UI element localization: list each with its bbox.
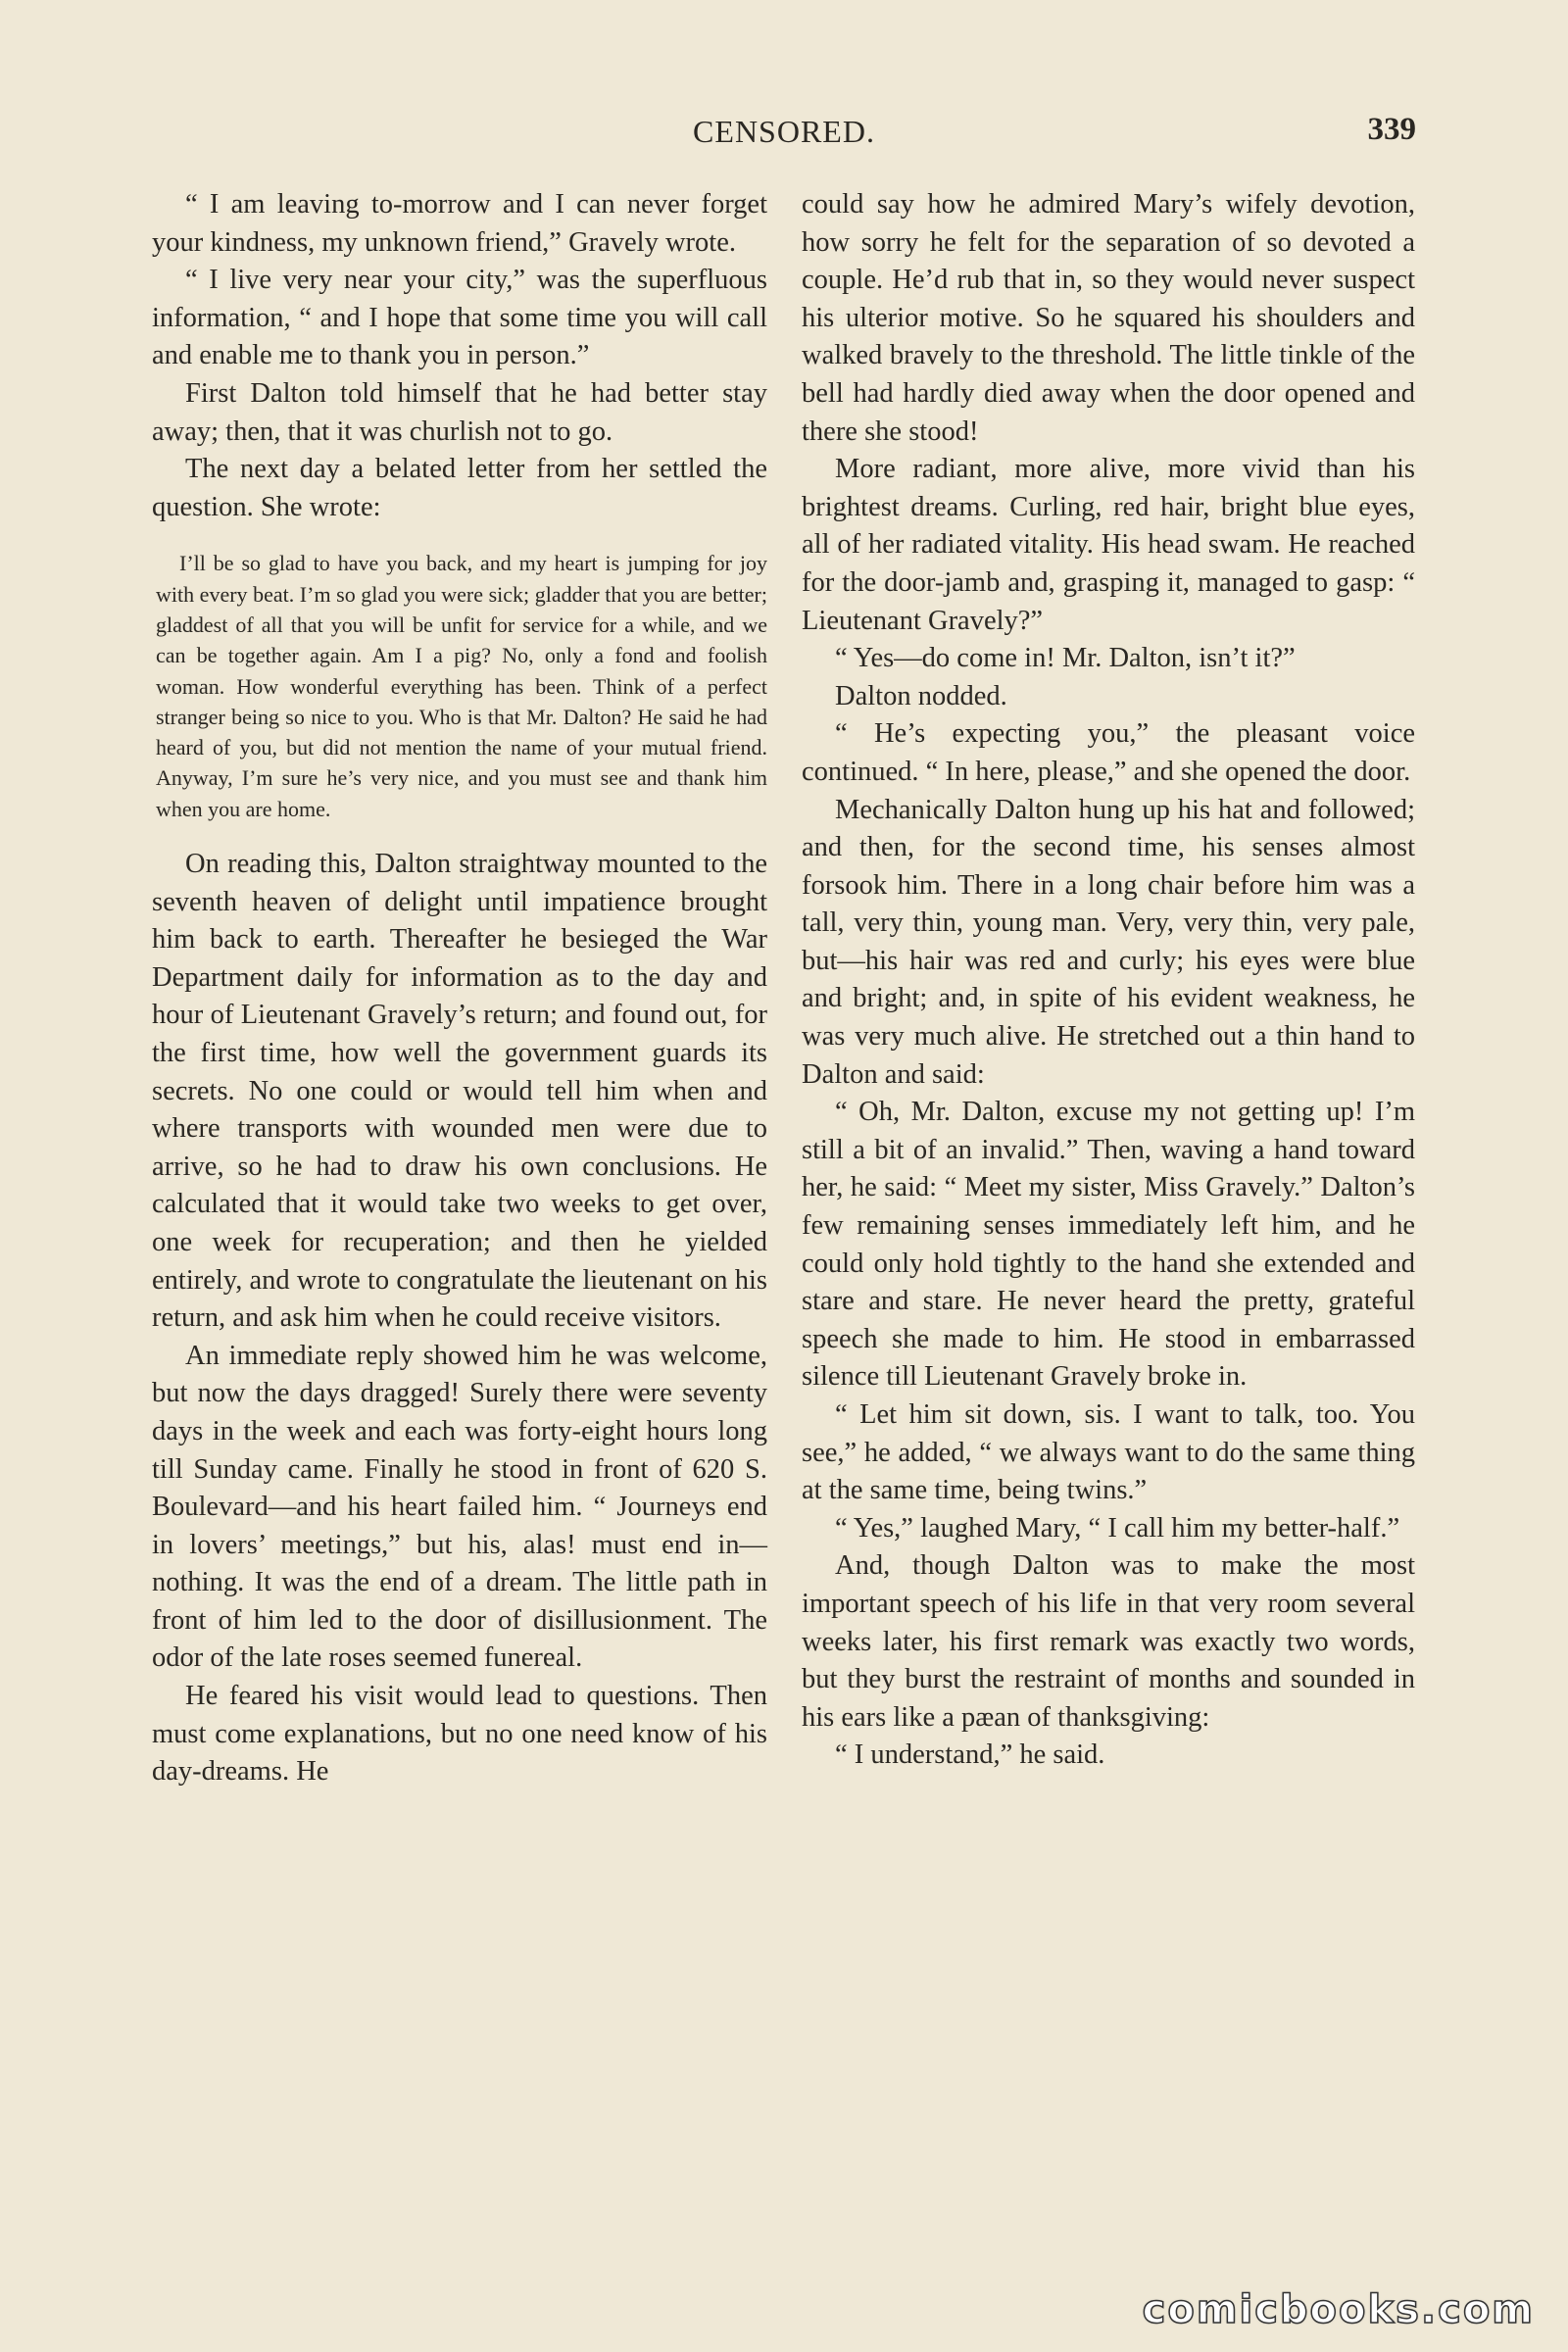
paragraph: “ Yes,” laughed Mary, “ I call him my better-half.” — [835, 1512, 1400, 1544]
paragraph: The next day a belated letter from her settled the question. She wrote: — [152, 454, 767, 522]
paragraph: Dalton nodded. — [835, 680, 1007, 711]
paragraph: “ I am leaving to-morrow and I can never forget your kindness, my unknown friend,” Gravely wrote. — [152, 189, 767, 258]
paragraph: On reading this, Dalton straightway mounted to the seventh heaven of delight until impatience brought him back to earth. Thereafter he besieged the War Department daily for information as to the day and hour of Lieutenant Gravely’s return; and found out, for the first time, how well the government guards its secrets. No one could or would tell him when and where transports with wounded men were due to arrive, so he had to draw his own conclusions. He calculated that it would take two weeks to get over, one week for recuperation; and then he yielded entirely, and wrote to congratulate the lieutenant on his return, and ask him when he could receive visitors. — [152, 849, 767, 1334]
left-column — [152, 186, 767, 1791]
paragraph: An immediate reply showed him he was welcome, but now the days dragged! Surely there were seventy days in the week and each was forty-eight hours long till Sunday came. Finally he stood in front of 620 S. Boulevard—and his heart failed him. “ Journeys end in lovers’ meetings,” but his, alas! must end in—nothing. It was the end of a dream. The little path in front of him led to the door of disillusionment. The odor of the late roses seemed funereal. — [152, 1340, 767, 1674]
page-header — [152, 110, 1416, 159]
paragraph: He feared his visit would lead to questions. Then must come explanations, but no one need know of his day-dreams. He — [152, 1681, 767, 1788]
watermark: comicbooks.com — [1142, 2287, 1535, 2332]
right-column — [802, 186, 1415, 1775]
paragraph: “ He’s expecting you,” the pleasant voice continued. “ In here, please,” and she opened the door. — [802, 718, 1415, 787]
paragraph: could say how he admired Mary’s wifely devotion, how sorry he felt for the separation of so devoted a couple. He’d rub that in, so they would never suspect his ulterior motive. So he squared his shoulders and walked bravely to the threshold. The little tinkle of the bell had hardly died away when the door opened and there she stood! — [802, 189, 1415, 447]
running-title: CENSORED. — [693, 114, 875, 149]
paragraph: “ Oh, Mr. Dalton, excuse my not getting up! I’m still a bit of an invalid.” Then, waving a hand toward her, he said: “ Meet my sister, Miss Gravely.” Dalton’s few remaining senses immediately left him, and he could only hold tightly to the hand she extended and stare and stare. He never heard the pretty, grateful speech she made to him. He stood in embarrassed silence till Lieutenant Gravely broke in. — [802, 1097, 1415, 1393]
paragraph: More radiant, more alive, more vivid than his brightest dreams. Curling, red hair, bright blue eyes, all of her radiated vitality. His head swam. He reached for the door-jamb and, grasping it, managed to gasp: “ Lieutenant Gravely?” — [802, 454, 1415, 636]
paragraph: “ Yes—do come in! Mr. Dalton, isn’t it?” — [835, 643, 1296, 674]
paragraph: Mechanically Dalton hung up his hat and followed; and then, for the second time, his senses almost forsook him. There in a long chair before him was a tall, very thin, young man. Very, very thin, very pale, but—his hair was red and curly; his eyes were blue and bright; and, in spite of his evident weakness, he was very much alive. He stretched out a thin hand to Dalton and said: — [802, 794, 1415, 1090]
paragraph: And, though Dalton was to make the most important speech of his life in that very room several weeks later, his first remark was exactly two words, but they burst the restraint of months and sounded in his ears like a pæan of thanksgiving: — [802, 1550, 1415, 1733]
page-number: 339 — [1367, 112, 1416, 147]
quoted-letter: I’ll be so glad to have you back, and my heart is jumping for joy with every beat. I’m so glad you were sick; gladder that you are better; gladdest of all that you will be unfit for service for a while, and we can be together again. Am I a pig? No, only a fond and foolish woman. How wonderful everything has been. Think of a perfect stranger being so nice to you. Who is that Mr. Dalton? He said he had heard of you, but did not mention the name of your mutual friend. Anyway, I’m sure he’s very nice, and you must see and thank him when you are home. — [156, 551, 767, 821]
paragraph: First Dalton told himself that he had better stay away; then, that it was churlish not to go. — [152, 377, 767, 447]
paragraph: “ Let him sit down, sis. I want to talk, too. You see,” he added, “ we always want to do the same thing at the same time, being twins.” — [802, 1399, 1415, 1506]
paragraph: “ I live very near your city,” was the superfluous information, “ and I hope that some time you will call and enable me to thank you in person.” — [152, 265, 767, 371]
paragraph: “ I understand,” he said. — [835, 1740, 1105, 1771]
